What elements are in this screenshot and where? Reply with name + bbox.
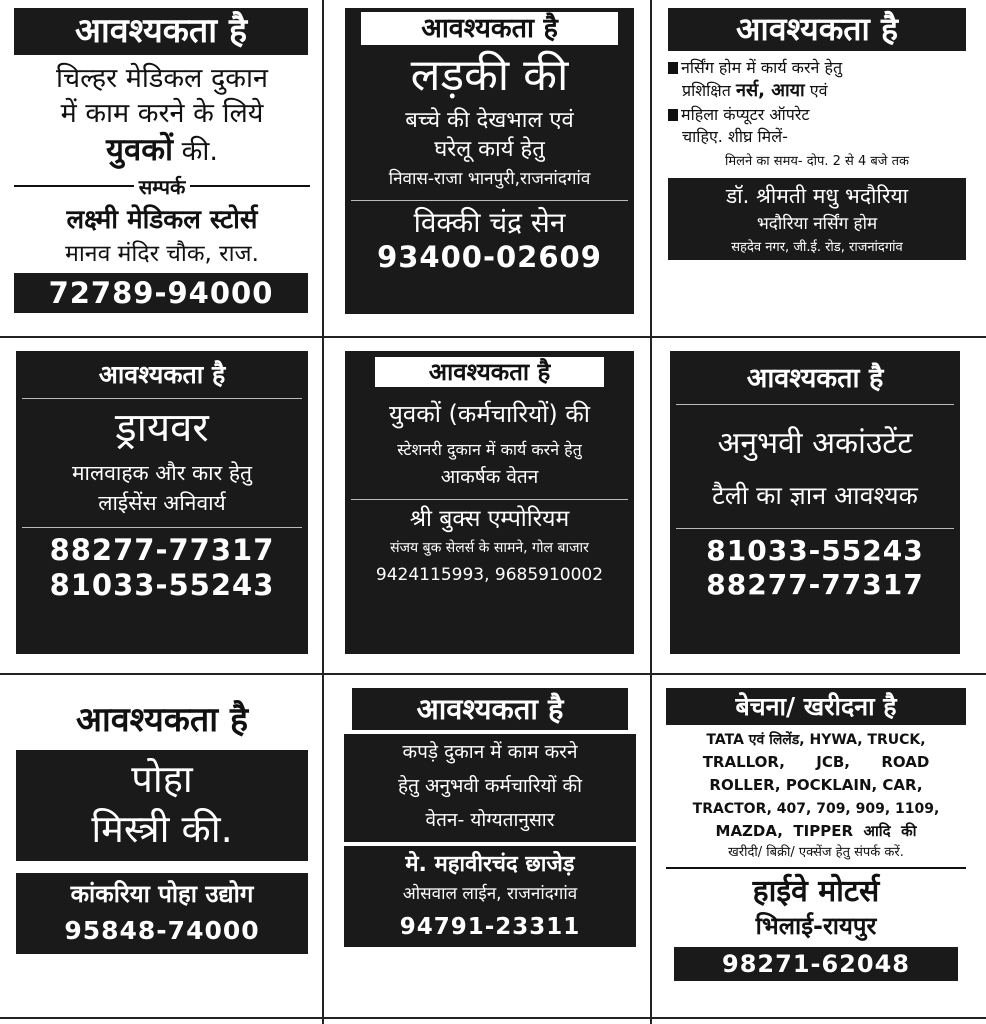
phone-number: 98271-62048 (674, 947, 958, 981)
contact-block (16, 873, 308, 953)
bullet-icon (668, 109, 678, 121)
ad-text: मालवाहक और कार हेतु (71, 460, 252, 485)
ad-text: TATA एवं लिलेंड, HYWA, TRUCK, (706, 732, 926, 748)
ad-header: आवश्यकता है (16, 694, 308, 748)
ad-text-run: प्रशिक्षित (682, 81, 736, 101)
ad-timing: मिलने का समय- दोप. 2 से 4 बजे तक (725, 153, 909, 169)
doctor-name: डॉ. श्रीमती मधु भदौरिया (725, 183, 909, 208)
ad-driver (16, 351, 308, 654)
ad-text: बच्चे की देखभाल एवं (405, 107, 574, 133)
ad-body (668, 59, 966, 170)
ad-title: मिस्त्री की. (91, 806, 233, 851)
phone-number: 94791-23311 (399, 914, 581, 941)
divider (676, 404, 954, 405)
ad-text: खरीदी/ बिक्री/ एक्सेंज हेतु संपर्क करें. (728, 844, 904, 860)
ad-text: चाहिए. शीघ्र मिलें- (682, 127, 788, 147)
divider (351, 499, 628, 500)
ad-text: टैली का ज्ञान आवश्यक (712, 480, 918, 510)
ad-text: कपड़े दुकान में काम करने (402, 741, 578, 763)
phone-number: 72789-94000 (14, 273, 308, 313)
ad-nursing-home (668, 8, 966, 328)
shop-name: मे. महावीरचंद छाजेड़ (405, 851, 575, 877)
shop-name: लक्ष्मी मेडिकल स्टोर्स (66, 204, 258, 235)
ad-title: पोहा (131, 757, 193, 801)
ad-text: चिल्हर मेडिकल दुकान (56, 63, 268, 94)
ad-accountant (670, 351, 960, 654)
grid-rule (0, 673, 986, 675)
contact-divider (14, 173, 310, 200)
ad-text-run: महिला कंप्यूटर ऑपरेट (681, 105, 810, 125)
ad-text: युवकों (कर्मचारियों) की (389, 400, 590, 428)
ad-text: में काम करने के लिये (60, 98, 264, 130)
ad-text: अनुभवी अकांउटेंट (717, 426, 913, 462)
shop-name: कांकरिया पोहा उद्योग (70, 880, 254, 909)
ad-clothing-store (344, 688, 636, 988)
grid-rule (0, 336, 986, 338)
ad-text: घरेलू कार्य हेतु (434, 136, 545, 162)
ad-text-emphasis (14, 133, 310, 169)
ad-text: TRALLOR, JCB, ROAD (702, 753, 930, 772)
phone-number: 95848-74000 (64, 915, 260, 945)
ad-text: स्टेशनरी दुकान में कार्य करने हेतु (397, 439, 582, 459)
grid-rule (0, 1017, 986, 1019)
ad-text (668, 81, 966, 102)
ad-text: वेतन- योग्यतानुसार (425, 808, 555, 831)
phone-number: 9424115993, 9685910002 (375, 565, 604, 586)
ad-header: आवश्यकता है (361, 12, 618, 45)
shop-city: भिलाई-रायपुर (755, 912, 877, 941)
ad-text: TRACTOR, 407, 709, 909, 1109, (692, 800, 940, 817)
grid-rule (322, 0, 324, 1024)
ad-header: आवश्यकता है (14, 8, 308, 55)
divider (676, 528, 954, 529)
phone-number: 88277-77317 (49, 533, 275, 568)
ad-poha (16, 694, 308, 986)
ad-text (668, 106, 966, 124)
shop-name: हाईवे मोटर्स (752, 873, 880, 909)
divider (22, 398, 302, 399)
ad-text (668, 59, 966, 77)
ad-header: आवश्यकता है (352, 688, 628, 730)
ad-text: MAZDA, TIPPER आदि की (715, 821, 917, 840)
phone-number: 88277-77317 (706, 568, 924, 602)
ad-header: आवश्यकता है (375, 357, 604, 387)
ad-header: आवश्यकता है (746, 363, 884, 394)
ad-body (344, 734, 636, 842)
ad-header: बेचना/ खरीदना है (666, 688, 966, 725)
ad-header: आवश्यकता है (668, 8, 966, 51)
divider (666, 867, 966, 869)
divider (22, 527, 302, 528)
ad-text-bold: युवकों (106, 132, 174, 169)
ad-text: निवास-राजा भानपुरी,राजनांदगांव (388, 169, 591, 190)
clinic-address: सहदेव नगर, जी.ई. रोड, राजनांदगांव (731, 240, 903, 256)
divider (351, 200, 628, 201)
ad-vehicle-trade (666, 688, 966, 1012)
phone-number: 93400-02609 (377, 239, 602, 274)
phone-number: 81033-55243 (49, 568, 275, 603)
ad-stationery (345, 351, 634, 654)
phone-number: 81033-55243 (706, 534, 924, 568)
contact-block (344, 846, 636, 947)
ad-babysitter (345, 8, 634, 314)
shop-name: श्री बुक्स एम्पोरियम (409, 505, 570, 532)
ad-text-bold: नर्स, आया (735, 80, 805, 102)
ad-title: ड्रायवर (115, 404, 209, 451)
ad-text: ROLLER, POCKLAIN, CAR, (709, 776, 923, 795)
clinic-name: भदौरिया नर्सिंग होम (756, 213, 878, 234)
ad-text-run: एवं (804, 81, 828, 101)
ad-title: लड़की की (410, 50, 569, 101)
ad-text: की. (173, 136, 218, 168)
ad-text: आकर्षक वेतन (440, 465, 539, 488)
bullet-icon (668, 62, 678, 74)
ad-text: लाईसेंस अनिवार्य (98, 490, 226, 515)
contact-label: सम्पर्क (138, 174, 186, 199)
ad-body (666, 732, 966, 861)
contact-name: विक्की चंद्र सेन (413, 205, 566, 239)
grid-rule (650, 0, 652, 1024)
ad-text: हेतु अनुभवी कर्मचारियों की (397, 774, 583, 797)
ad-text-run: नर्सिंग होम में कार्य करने हेतु (681, 58, 843, 77)
shop-address: संजय बुक सेलर्स के सामने, गोल बाजार (390, 540, 589, 557)
ad-medical-store (14, 8, 310, 326)
contact-block (668, 178, 966, 261)
ad-body (16, 750, 308, 861)
ad-header: आवश्यकता है (98, 360, 226, 389)
shop-address: ओसवाल लाईन, राजनांदगांव (402, 883, 578, 904)
shop-address: मानव मंदिर चौक, राज. (65, 240, 259, 267)
